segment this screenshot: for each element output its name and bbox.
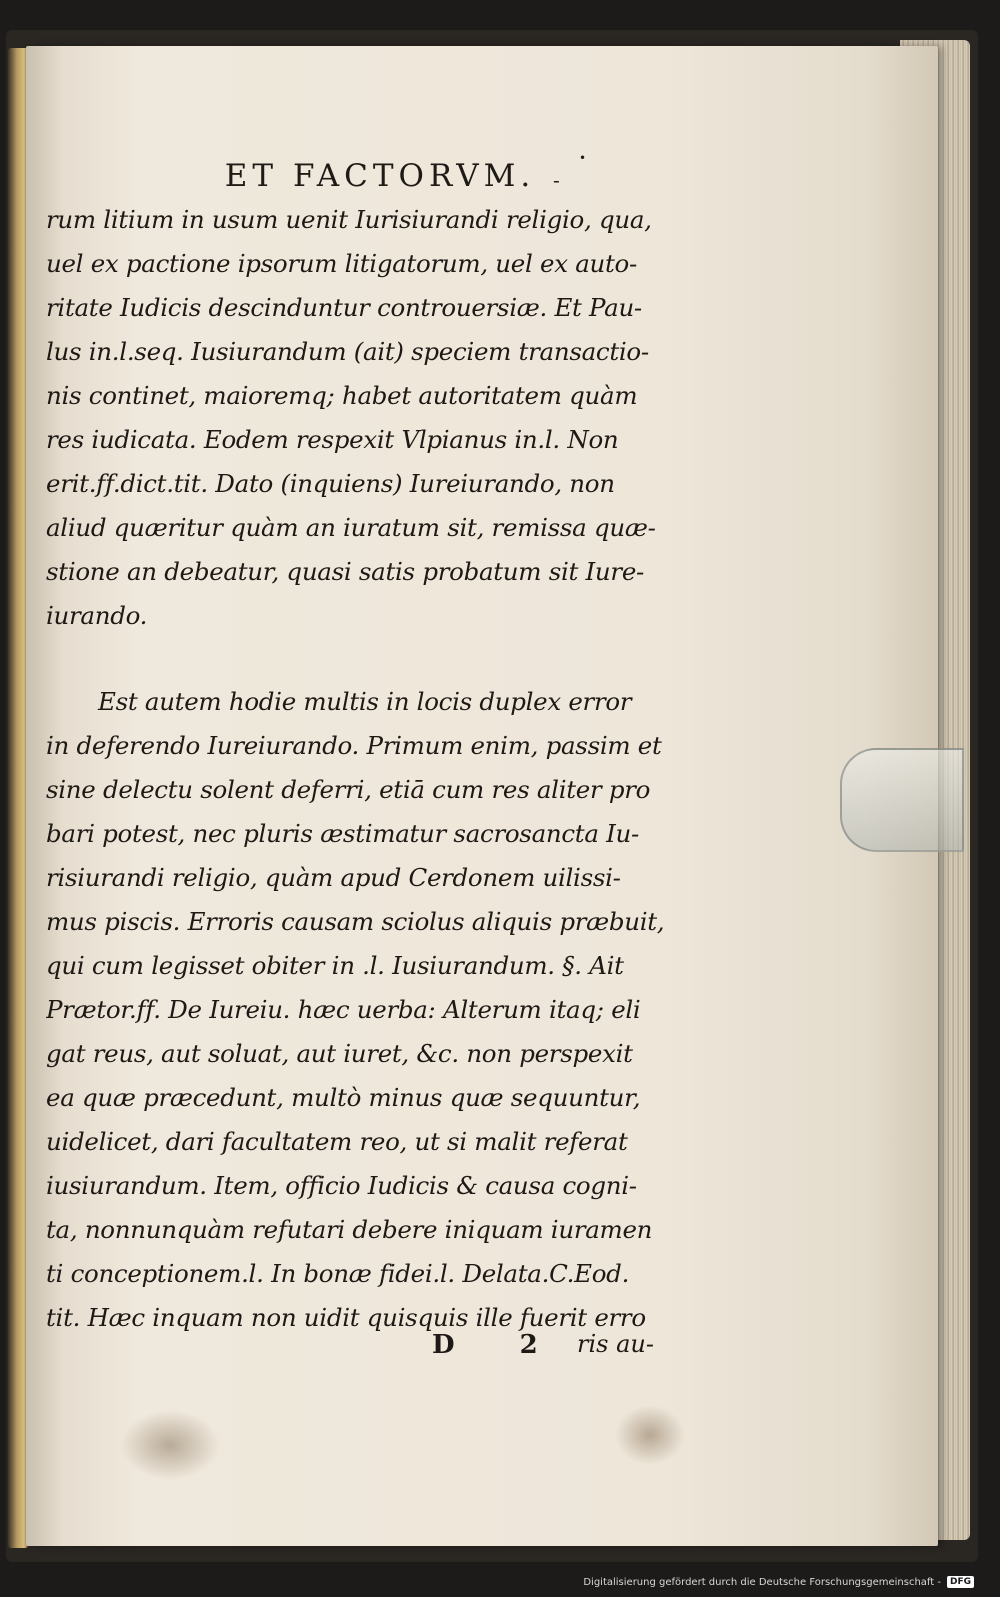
text-line: nis continet, maioremq; habet autoritatem quàm bbox=[46, 381, 638, 410]
paper-stain bbox=[120, 1410, 220, 1480]
dfg-logo: DFG bbox=[947, 1576, 974, 1588]
footer bbox=[583, 1576, 974, 1588]
signature-mark: D 2 bbox=[432, 1330, 566, 1360]
paragraph-2 bbox=[46, 680, 676, 1340]
page-clip bbox=[840, 748, 964, 852]
text-line: mus piscis. Erroris causam sciolus aliquis præbuit, bbox=[46, 907, 665, 936]
printer-mark: - bbox=[553, 168, 560, 192]
paragraph-1 bbox=[46, 198, 676, 638]
running-head: ET FACTORVM. bbox=[224, 158, 536, 194]
text-line: bari potest, nec pluris æstimatur sacrosancta Iu- bbox=[46, 819, 639, 848]
text-line: uel ex pactione ipsorum litigatorum, uel ex auto- bbox=[46, 249, 637, 278]
facing-page-edge bbox=[8, 48, 28, 1548]
text-line: ritate Iudicis descinduntur controuersiæ. Et Pau- bbox=[46, 293, 642, 322]
text-line: qui cum legisset obiter in .l. Iusiurandum. §. Ait bbox=[46, 951, 624, 980]
printer-mark: • bbox=[579, 151, 587, 165]
text-line: sine delectu solent deferri, etiā cum res aliter pro bbox=[46, 775, 651, 804]
text-line: risiurandi religio, quàm apud Cerdonem uilissi- bbox=[46, 863, 621, 892]
text-line: stione an debeatur, quasi satis probatum sit Iure- bbox=[46, 557, 644, 586]
text-line: res iudicata. Eodem respexit Vlpianus in.l. Non bbox=[46, 425, 619, 454]
text-line: rum litium in usum uenit Iurisiurandi religio, qua, bbox=[46, 205, 652, 234]
text-line: in deferendo Iureiurando. Primum enim, passim et bbox=[46, 731, 662, 760]
text-line: tit. Hæc inquam non uidit quisquis ille fuerit erro bbox=[46, 1303, 646, 1332]
text-line: ta, nonnunquàm refutari debere iniquam iuramen bbox=[46, 1215, 653, 1244]
text-line: ti conceptionem.l. In bonæ fidei.l. Delata.C.Eod. bbox=[46, 1259, 630, 1288]
footer-credit: Digitalisierung gefördert durch die Deutsche Forschungsgemeinschaft - bbox=[583, 1576, 941, 1588]
paper-stain bbox=[615, 1405, 685, 1465]
text-line: uidelicet, dari facultatem reo, ut si malit referat bbox=[46, 1127, 628, 1156]
text-line: iurando. bbox=[46, 601, 148, 630]
catchword: ris au- bbox=[577, 1330, 654, 1358]
text-line: iusiurandum. Item, officio Iudicis & causa cogni- bbox=[46, 1171, 637, 1200]
text-line: ea quæ præcedunt, multò minus quæ sequuntur, bbox=[46, 1083, 641, 1112]
text-line: gat reus, aut soluat, aut iuret, &c. non perspexit bbox=[46, 1039, 633, 1068]
text-line: Est autem hodie multis in locis duplex error bbox=[98, 687, 632, 716]
text-line: lus in.l.seq. Iusiurandum (ait) speciem transactio- bbox=[46, 337, 649, 366]
text-line: Prætor.ff. De Iureiu. hæc uerba: Alterum itaq; eli bbox=[46, 995, 641, 1024]
text-line: erit.ff.dict.tit. Dato (inquiens) Iureiurando, non bbox=[46, 469, 615, 498]
text-line: aliud quæritur quàm an iuratum sit, remissa quæ- bbox=[46, 513, 656, 542]
